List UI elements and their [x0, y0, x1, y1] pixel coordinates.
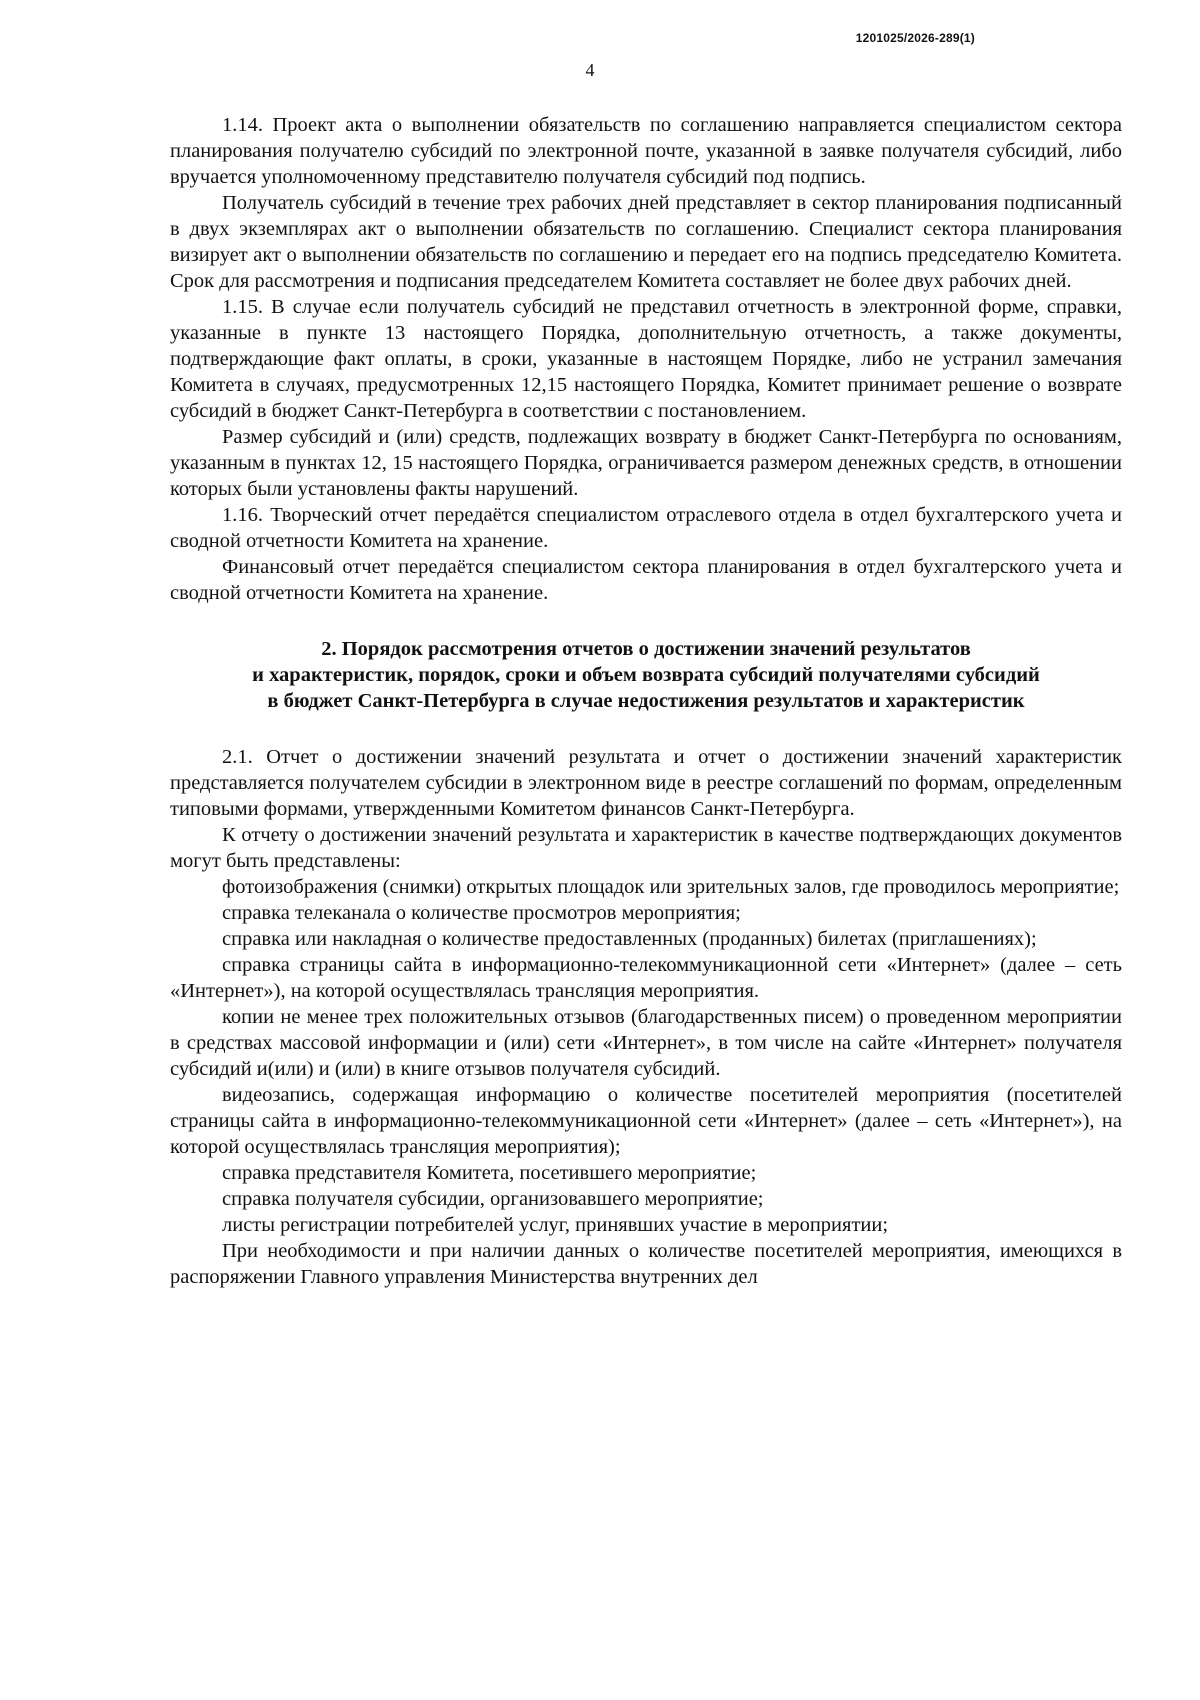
- list-item-photos: фотоизображения (снимки) открытых площадок или зрительных залов, где проводилось мероприятие;: [222, 876, 1120, 898]
- section-2-heading-line-3: в бюджет Санкт-Петербурга в случае недостижения результатов и характеристик: [267, 690, 1025, 712]
- list-item-recipient-reference: справка получателя субсидии, организовавшего мероприятие;: [222, 1188, 764, 1210]
- paragraph-if-necessary: При необходимости и при наличии данных о количестве посетителей мероприятия, имеющихся в распоряжении Главного управления Министерства внутренних дел: [170, 1240, 1122, 1288]
- paragraph-1-14-recipient: Получатель субсидий в течение трех рабочих дней представляет в сектор планирования подписанный в двух экземплярах акт о выполнении обязательств по соглашению. Специалист сектора планирования визирует акт о выполнении обязательств по соглашению и передает его на подпись председателю Комитета. Срок для рассмотрения и подписания председателем Комитета составляет не более двух рабочих дней.: [170, 192, 1122, 292]
- paragraph-2-1-documents: К отчету о достижении значений результата и характеристик в качестве подтверждающих документов могут быть представлены:: [170, 824, 1122, 872]
- paragraph-1-15: 1.15. В случае если получатель субсидий не представил отчетность в электронной форме, справки, указанные в пункте 13 настоящего Порядка, дополнительную отчетность, а также документы, подтверждающие факт оплаты, в сроки, указанные в настоящем Порядке, либо не устранил замечания Комитета в случаях, предусмотренных 12,15 настоящего Порядка, Комитет принимает решение о возврате субсидий в бюджет Санкт-Петербурга в соответствии с постановлением.: [170, 296, 1122, 422]
- document-id: 1201025/2026-289(1): [855, 31, 975, 45]
- list-item-tv-reference: справка телеканала о количестве просмотров мероприятия;: [222, 902, 741, 924]
- paragraph-1-14: 1.14. Проект акта о выполнении обязательств по соглашению направляется специалистом сектора планирования получателю субсидий по электронной почте, указанной в заявке получателя субсидий, либо вручается уполномоченному представителю получателя субсидий под подпись.: [170, 114, 1122, 188]
- paragraph-1-16: 1.16. Творческий отчет передаётся специалистом отраслевого отдела в отдел бухгалтерского учета и сводной отчетности Комитета на хранение.: [170, 504, 1122, 552]
- section-2-heading: [170, 636, 1122, 714]
- page-number: 4: [585, 60, 595, 80]
- paragraph-1-16-financial: Финансовый отчет передаётся специалистом сектора планирования в отдел бухгалтерского учета и сводной отчетности Комитета на хранение.: [170, 556, 1122, 604]
- paragraph-1-15-amount: Размер субсидий и (или) средств, подлежащих возврату в бюджет Санкт-Петербурга по основаниям, указанным в пунктах 12, 15 настоящего Порядка, ограничивается размером денежных средств, в отношении которых были установлены факты нарушений.: [170, 426, 1122, 500]
- list-item-registration-sheets: листы регистрации потребителей услуг, принявших участие в мероприятии;: [222, 1214, 889, 1236]
- document-body: [170, 112, 1122, 1290]
- paragraph-2-1: 2.1. Отчет о достижении значений результата и отчет о достижении значений характеристик представляется получателем субсидии в электронном виде в реестре соглашений по формам, определенным типовыми формами, утвержденными Комитетом финансов Санкт-Петербурга.: [170, 746, 1122, 820]
- list-item-committee-reference: справка представителя Комитета, посетившего мероприятие;: [222, 1162, 757, 1184]
- section-2-heading-line-1: 2. Порядок рассмотрения отчетов о достижении значений результатов: [321, 638, 971, 660]
- list-item-video: видеозапись, содержащая информацию о количестве посетителей мероприятия (посетителей страницы сайта в информационно-телекоммуникационной сети «Интернет» (далее – сеть «Интернет»), на которой осуществлялась трансляция мероприятия);: [170, 1084, 1122, 1158]
- list-item-tickets-reference: справка или накладная о количестве предоставленных (проданных) билетах (приглашениях);: [222, 928, 1037, 950]
- section-2-heading-line-2: и характеристик, порядок, сроки и объем возврата субсидий получателями субсидий: [252, 664, 1040, 686]
- list-item-website-reference: справка страницы сайта в информационно-телекоммуникационной сети «Интернет» (далее – сеть «Интернет»), на которой осуществлялась трансляция мероприятия.: [170, 954, 1122, 1002]
- list-item-reviews: копии не менее трех положительных отзывов (благодарственных писем) о проведенном мероприятии в средствах массовой информации и (или) сети «Интернет», в том числе на сайте «Интернет» получателя субсидий и(или) и (или) в книге отзывов получателя субсидий.: [170, 1006, 1122, 1080]
